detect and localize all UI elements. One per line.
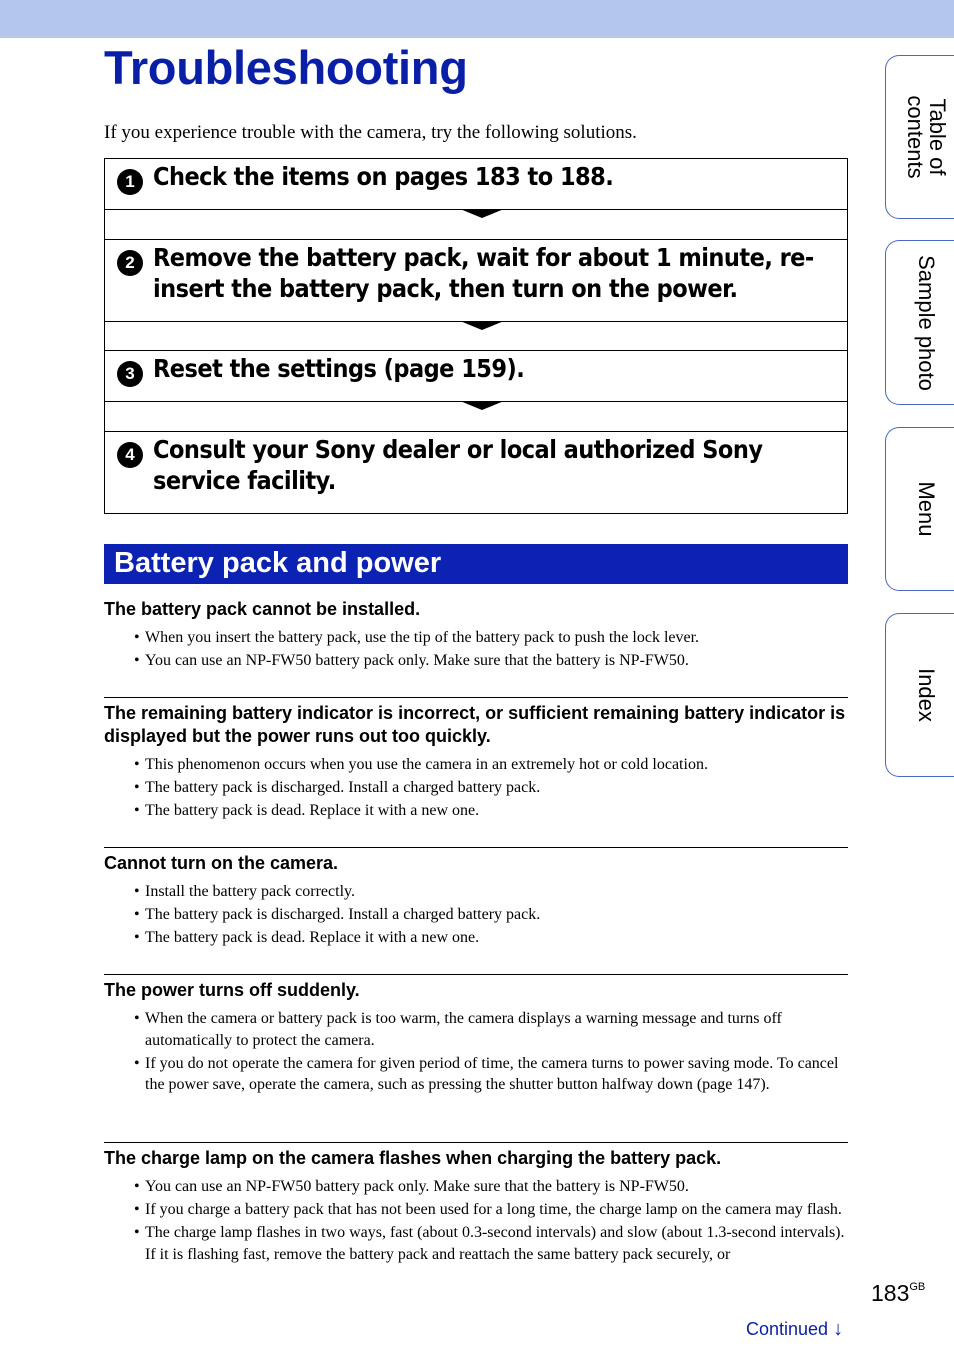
topic-title: The charge lamp on the camera flashes when charging the battery pack. (104, 1148, 722, 1168)
tab-label: Index (913, 668, 939, 722)
topic-title: The power turns off suddenly. (104, 980, 360, 1000)
step-box-3 (104, 350, 848, 402)
topic-title: The remaining battery indicator is incorrect, or sufficient remaining battery indicator is displayed but the power runs out too quickly. (104, 703, 846, 746)
step-box-1 (104, 158, 848, 210)
topic-remaining-indicator (104, 697, 848, 823)
topic-cannot-turn-on (104, 847, 848, 950)
list-item: • When you insert the battery pack, use the tip of the battery pack to push the lock lever. (134, 629, 700, 646)
bullet-list (104, 627, 848, 672)
topic-charge-lamp-flashes (104, 1142, 848, 1267)
list-item: • Install the battery pack correctly. (134, 883, 355, 900)
down-arrow-icon (460, 321, 504, 330)
bullet-list (104, 1008, 848, 1096)
down-arrow-icon (460, 401, 504, 410)
list-item: • The battery pack is discharged. Install a charged battery pack. (134, 779, 541, 796)
list-item: • This phenomenon occurs when you use the camera in an extremely hot or cold location. (134, 756, 708, 773)
topic-battery-cannot-install (104, 598, 848, 673)
continued-link[interactable]: Continued ↓ (746, 1318, 844, 1340)
top-band (0, 0, 954, 38)
list-item: • If you charge a battery pack that has not been used for a long time, the charge lamp on the camera may flash. (134, 1201, 842, 1218)
step-text-1: Check the items on pages 183 to 188. (153, 162, 614, 191)
step-box-2 (104, 239, 848, 322)
page-number: $183^{GB}$ (871, 1280, 926, 1306)
topic-title: Cannot turn on the camera. (104, 853, 339, 873)
bullet-list (104, 1176, 848, 1265)
down-arrow-icon (460, 209, 504, 218)
arrow-down-icon: ↓ (833, 1318, 844, 1340)
list-item: • You can use an NP-FW50 battery pack only. Make sure that the battery is NP-FW50. (134, 1178, 689, 1195)
tab-index[interactable] (885, 613, 954, 777)
step-number-4: 4 (117, 442, 143, 468)
list-item: • When the camera or battery pack is too warm, the camera displays a warning message and turns off automatically to protect the camera. (134, 1010, 782, 1049)
list-item: • The charge lamp flashes in two ways, fast (about 0.3-second intervals) and slow (about 1.3-second intervals). If it is flashing fast, remove the battery pack and reattach the same battery pack securely, or (134, 1224, 845, 1263)
page-title: Troubleshooting (104, 41, 468, 94)
section-header: Battery pack and power (104, 544, 848, 584)
list-item: • The battery pack is discharged. Install a charged battery pack. (134, 906, 541, 923)
tab-label: Sample photo (913, 254, 939, 391)
list-item: • You can use an NP-FW50 battery pack only. Make sure that the battery is NP-FW50. (134, 652, 689, 669)
step-number-3: 3 (117, 361, 143, 387)
step-text-2: Remove the battery pack, wait for about 1 minute, re-insert the battery pack, then turn on the power. (153, 243, 814, 303)
step-text-4: Consult your Sony dealer or local authorized Sony service facility. (153, 435, 763, 495)
list-item: • If you do not operate the camera for given period of time, the camera turns to power saving mode. To cancel the power save, operate the camera, such as pressing the shutter button halfway down (page 147). (134, 1054, 839, 1093)
list-item: • The battery pack is dead. Replace it with a new one. (134, 929, 480, 946)
step-text-3: Reset the settings (page 159). (153, 354, 525, 383)
tab-label: Menu (913, 481, 939, 537)
topic-power-turns-off (104, 974, 848, 1097)
bullet-list (104, 754, 848, 822)
topic-title: The battery pack cannot be installed. (104, 599, 421, 619)
tab-label: Table of contents (902, 95, 950, 179)
bullet-list (104, 881, 848, 949)
step-number-2: 2 (117, 250, 143, 276)
step-number-1: 1 (117, 169, 143, 195)
step-box-4 (104, 431, 848, 514)
tab-menu[interactable] (885, 427, 954, 591)
tab-table-of-contents[interactable] (885, 55, 954, 219)
tab-sample-photo[interactable] (885, 240, 954, 405)
list-item: • The battery pack is dead. Replace it with a new one. (134, 802, 480, 819)
intro-text: If you experience trouble with the camera, try the following solutions. (104, 122, 637, 143)
